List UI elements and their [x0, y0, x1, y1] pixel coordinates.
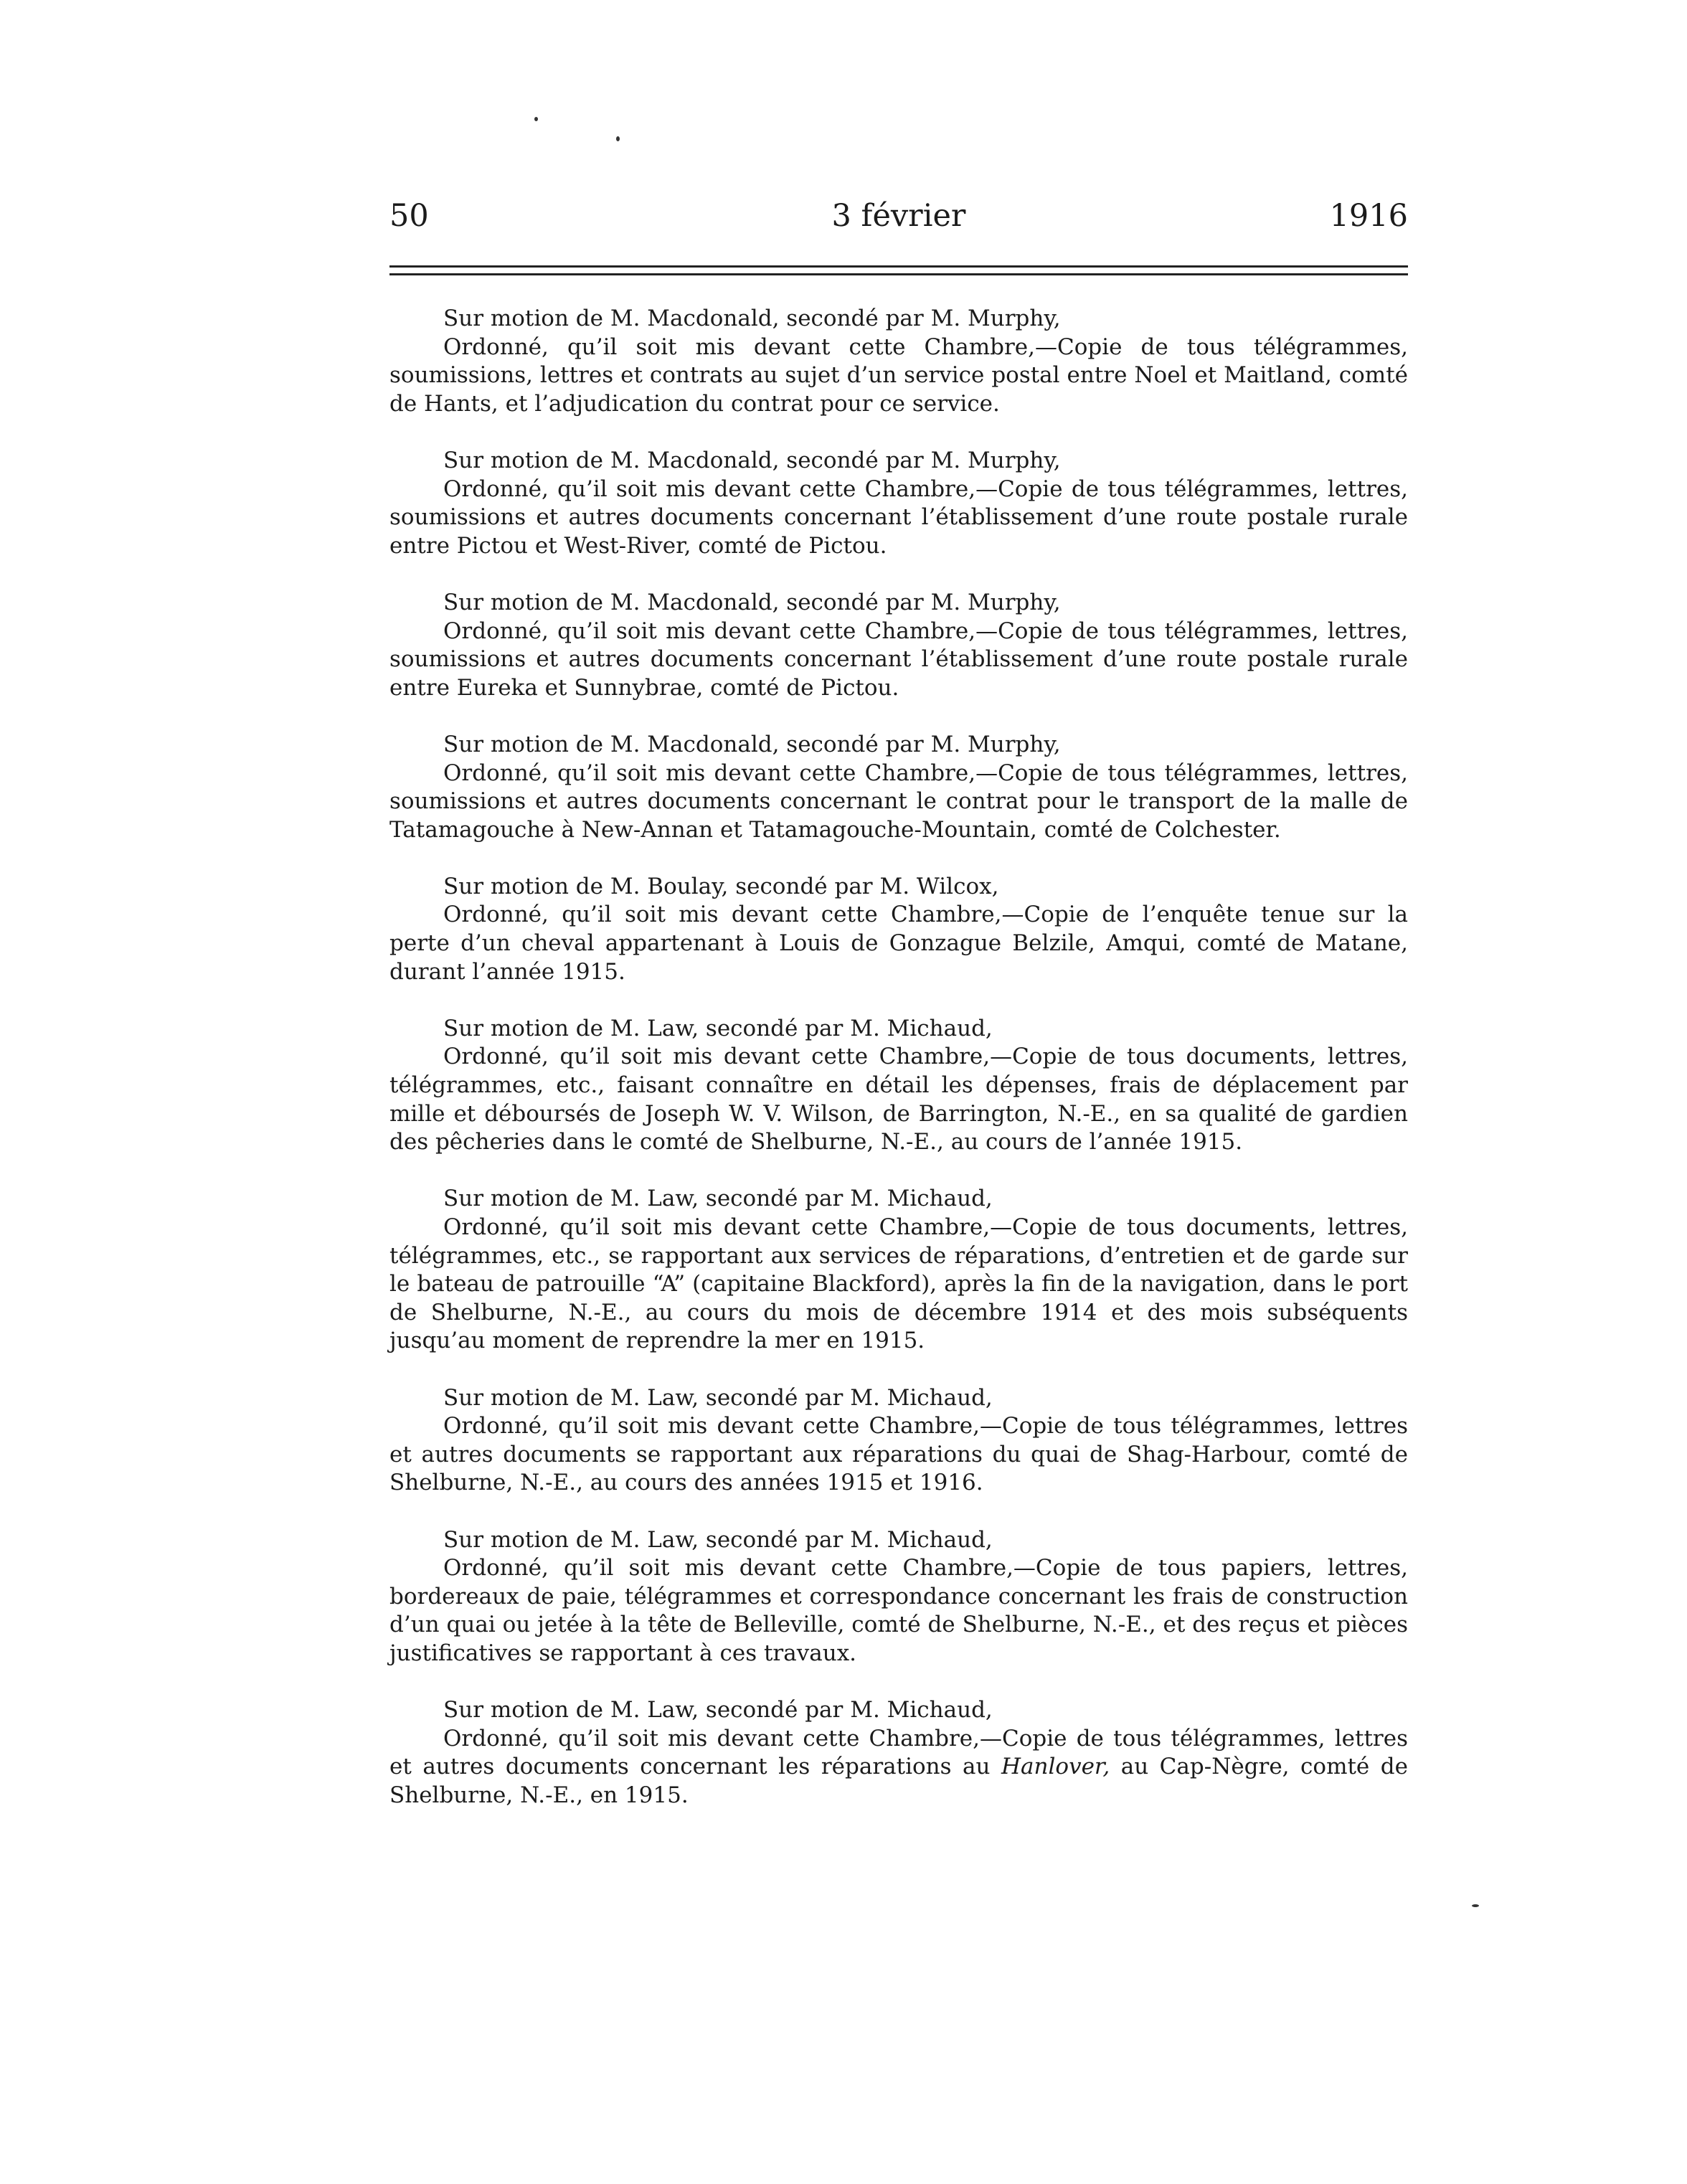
order-text-start: Ordonné, qu’il soit mis devant cette Chambre,—Copie de tous télégrammes, lettres et autres documents concernant les réparations au: [389, 1725, 1408, 1780]
order-text: Ordonné, qu’il soit mis devant cette Chambre,—Copie de tous télégrammes, soumissions, lettres et contrats au sujet d’un service postal entre Noel et Maitland, comté de Hants, et l’adjudication du contrat pour ce service.: [389, 334, 1408, 417]
motion-entry: [389, 447, 1408, 560]
motion-entry: [389, 589, 1408, 702]
motion-line: Sur motion de M. Macdonald, secondé par M. Murphy,: [443, 447, 1061, 473]
order-text: Ordonné, qu’il soit mis devant cette Chambre,—Copie de tous télégrammes, lettres, soumissions et autres documents concernant l’établissement d’une route postale rurale entre Eureka et Sunnybrae, comté de Pictou.: [389, 618, 1408, 701]
page-header: [389, 198, 1408, 248]
motion-entry: [389, 873, 1408, 986]
page-number: 50: [389, 198, 429, 234]
motion-line: Sur motion de M. Macdonald, secondé par M. Murphy,: [443, 589, 1061, 615]
motion-entry: [389, 731, 1408, 844]
motion-line: Sur motion de M. Law, secondé par M. Michaud,: [443, 1015, 993, 1041]
motion-line: Sur motion de M. Law, secondé par M. Michaud,: [443, 1697, 993, 1724]
order-text: [389, 1725, 1408, 1810]
motion-entry: [389, 1526, 1408, 1668]
scan-speck: [616, 136, 620, 141]
ship-name: Hanlover,: [1001, 1754, 1110, 1780]
order-text: Ordonné, qu’il soit mis devant cette Chambre,—Copie de tous télégrammes, lettres, soumissions et autres documents concernant le contrat pour le transport de la malle de Tatamagouche à New-Annan et Tatamagouche-Mountain, comté de Colchester.: [389, 760, 1408, 843]
header-rule: [389, 273, 1408, 275]
order-text: Ordonné, qu’il soit mis devant cette Chambre,—Copie de tous télégrammes, lettres et autres documents se rapportant aux réparations du quai de Shag-Harbour, comté de Shelburne, N.-E., au cours des années 1915 et 1916.: [389, 1413, 1408, 1496]
order-text: Ordonné, qu’il soit mis devant cette Chambre,—Copie de tous documents, lettres, télégrammes, etc., faisant connaître en détail les dépenses, frais de déplacement par mille et déboursés de Joseph W. V. Wilson, de Barrington, N.-E., en sa qualité de gardien des pêcheries dans le comté de Shelburne, N.-E., au cours de l’année 1915.: [389, 1044, 1408, 1155]
scan-speck: [534, 117, 538, 121]
motion-entry: [389, 305, 1408, 418]
motion-line: Sur motion de M. Macdonald, secondé par M. Murphy,: [443, 731, 1061, 757]
order-text: Ordonné, qu’il soit mis devant cette Chambre,—Copie de l’enquête tenue sur la perte d’un cheval appartenant à Louis de Gonzague Belzile, Amqui, comté de Matane, durant l’année 1915.: [389, 902, 1408, 985]
motion-line: Sur motion de M. Law, secondé par M. Michaud,: [443, 1384, 993, 1411]
motion-line: Sur motion de M. Boulay, secondé par M. Wilcox,: [443, 873, 999, 899]
motion-line: Sur motion de M. Law, secondé par M. Michaud,: [443, 1526, 993, 1553]
scan-speck: [1472, 1904, 1479, 1907]
motion-entry: [389, 1015, 1408, 1157]
motion-line: Sur motion de M. Law, secondé par M. Michaud,: [443, 1186, 993, 1212]
order-text-end: au Cap-Nègre, comté de Shelburne, N.-E., en 1915.: [389, 1754, 1408, 1808]
motion-entry: [389, 1384, 1408, 1498]
motion-entry: [389, 1185, 1408, 1356]
page-year: 1916: [1329, 198, 1408, 234]
order-text: Ordonné, qu’il soit mis devant cette Chambre,—Copie de tous papiers, lettres, bordereaux de paie, télégrammes et correspondance concernant les frais de construction d’un quai ou jetée à la tête de Belleville, comté de Shelburne, N.-E., et des reçus et pièces justificatives se rapportant à ces travaux.: [389, 1555, 1408, 1666]
order-text: Ordonné, qu’il soit mis devant cette Chambre,—Copie de tous télégrammes, lettres, soumissions et autres documents concernant l’établissement d’une route postale rurale entre Pictou et West-River, comté de Pictou.: [389, 476, 1408, 559]
motion-entry: [389, 1696, 1408, 1810]
motion-line: Sur motion de M. Macdonald, secondé par M. Murphy,: [443, 306, 1061, 331]
page-date: 3 février: [831, 198, 966, 234]
order-text: Ordonné, qu’il soit mis devant cette Chambre,—Copie de tous documents, lettres, télégrammes, etc., se rapportant aux services de réparations, d’entretien et de garde sur le bateau de patrouille “A” (capitaine Blackford), après la fin de la navigation, dans le port de Shelburne, N.-E., au cours du mois de décembre 1914 et des mois subséquents jusqu’au moment de reprendre la mer en 1915.: [389, 1214, 1408, 1354]
header-rule: [389, 265, 1408, 268]
journal-body: [389, 305, 1408, 1838]
